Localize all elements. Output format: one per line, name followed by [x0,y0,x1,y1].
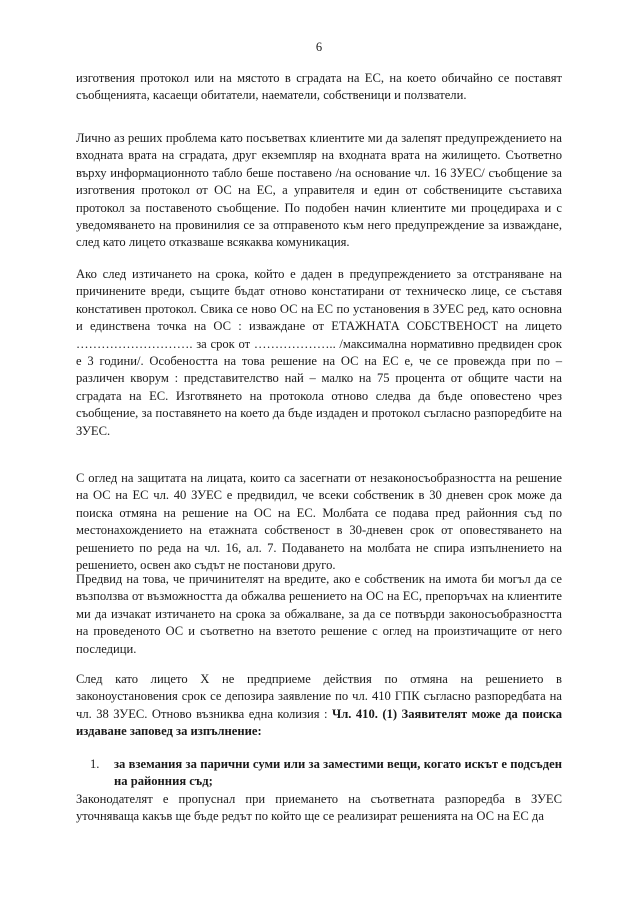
paragraph-3-part-a: Ако след изтичането на срока, който е даден в предупреждението за отстраняване на причинените вреди, същите бъдат отново констатирани от техническо лице, се съставя констативен протокол. Свика се ново ОС на ЕС по установения в ЗУЕС ред, като основна и единствена точка на ОС : изваждане от [76,267,562,334]
paragraph-7 [76,791,562,826]
paragraph-4 [76,470,562,574]
paragraph-2 [76,130,562,252]
paragraph-5 [76,571,562,658]
page-number: 6 [315,40,323,54]
paragraph-3-caps: ЕТАЖНАТА СОБСТВЕНОСТ [331,319,499,334]
list-item [76,756,562,791]
paragraph-5-text: Предвид на това, че причинителят на вредите, ако е собственик на имота би могъл да се възползва от възможността да обжалва решението на ОС на ЕС, препоръчах на клиентите ми да изчакат изтичането на срока за обжалване, за да се потвърди законосъобразността на проведеното ОС и съответно на взетото решение с оглед на произтичащите от него последици. [76,572,562,656]
list-item-text: за вземания за парични суми или за заместими вещи, когато искът е подсъден на районния съд; [114,757,562,789]
paragraph-3-part-b: на лицето ………………………. за срок от ……………….. /максимална нормативно предвиден срок е 3 години/. Особеността на това решение на ОС на ЕС е, че се провежда при по – различен кворум : представителство най – малко на 75 процента от общите части на сградата на ЕС. Изготвянето на протокола отново следва да бъде оповестено чрез съобщение, за поставянето на което да бъде издаден и протокол съгласно разпоредбите на ЗУЕС. [76,319,562,438]
paragraph-6-bold: Чл. 410. (1) Заявителят може да поиска издаване заповед за изпълнение: [76,706,562,739]
paragraph-6-part-a: След като лицето Х не предприеме действия по отмяна на решението в законоустановения срок се депозира заявление по чл. 410 ГПК съгласно разпоредбата на чл. 38 ЗУЕС. Отново възниква една колизия : [76,672,562,721]
paragraph-6 [76,671,562,741]
list-number: 1. [90,757,100,771]
paragraph-6-text [76,671,562,741]
paragraph-2-text: Лично аз реших проблема като посъветвах клиентите ми да залепят предупреждението на входната врата на сградата, друг екземпляр на входната врата на жилището. Съответно върху информационното табло беше поставено /на основание чл. 16 ЗУЕС/ съобщение за изготвения протокол от ОС на ЕС, а управителя и един от собствениците съставиха протокол за поставеното съобщение. По подобен начин клиентите ми процедираха и с уведомяването на провинилия се за отправеното към него предупреждение за изваждане, след като лицето отказваше всякаква комуникация. [76,131,562,250]
paragraph-3 [76,266,562,440]
paragraph-7-text: Законодателят е пропуснал при приемането на съответната разпоредба в ЗУЕС уточняваща какъв ще бъде редът по който ще се реализират решенията на ОС на ЕС да [76,792,562,824]
paragraph-4-text: С оглед на защитата на лицата, които са засегнати от незаконосъобразността на решение на ОС на ЕС чл. 40 ЗУЕС е предвидил, че всеки собственик в 30 дневен срок може да поиска отмяна на решение на ОС на ЕС. Молбата се подава пред районния съд по местонахождението на етажната собственост в 30-дневен срок от оповестяването на решението по реда на чл. 16, ал. 7. Подаването на молбата не спира изпълнението на решението, освен ако съдът не постанови друго. [76,471,562,573]
paragraph-1-text: изготвения протокол или на мястото в сградата на ЕС, на което обичайно се поставят съобщенията, касаещи обитатели, наематели, собственици и ползватели. [76,71,562,103]
paragraph-1 [76,70,562,105]
paragraph-3-text [76,266,562,440]
